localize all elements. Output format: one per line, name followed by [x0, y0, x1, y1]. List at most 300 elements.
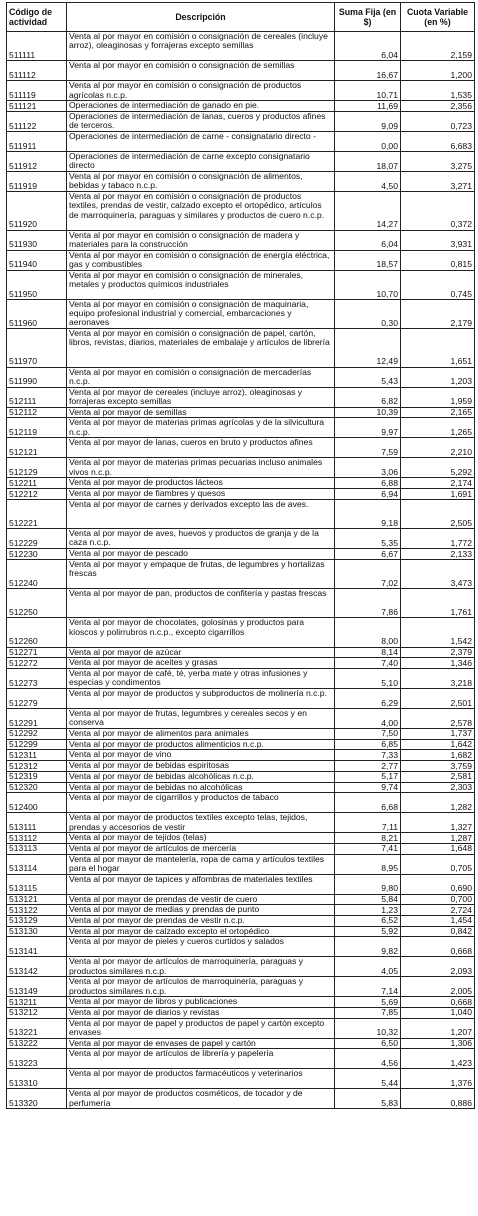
- variable-rate-cell: 1,306: [401, 1038, 475, 1049]
- description-cell: Venta al por mayor de productos lácteos: [67, 478, 335, 489]
- description-cell: Venta al por mayor de café, té, yerba mate y otras infusiones y especias y condimentos: [67, 669, 335, 689]
- activity-code-cell: 511919: [7, 171, 67, 191]
- activity-code-cell: 513121: [7, 894, 67, 905]
- description-cell: Venta al por mayor de bebidas no alcohólicas: [67, 782, 335, 793]
- fixed-sum-cell: 4,56: [335, 1049, 401, 1069]
- table-row: [7, 438, 475, 458]
- description-cell: Venta al por mayor de artículos de mercería: [67, 843, 335, 854]
- header-variable-rate: Cuota Variable (en %): [401, 3, 475, 32]
- description-cell: Venta al por mayor de prendas de vestir de cuero: [67, 894, 335, 905]
- table-row: [7, 813, 475, 833]
- variable-rate-cell: 2,379: [401, 647, 475, 658]
- fixed-sum-cell: 7,40: [335, 658, 401, 669]
- activity-code-cell: 512272: [7, 658, 67, 669]
- fixed-sum-cell: 7,85: [335, 1008, 401, 1019]
- description-cell: Venta al por mayor de aceites y grasas: [67, 658, 335, 669]
- variable-rate-cell: 3,473: [401, 559, 475, 588]
- activity-code-cell: 512271: [7, 647, 67, 658]
- fixed-sum-cell: 5,83: [335, 1089, 401, 1109]
- header-description: Descripción: [67, 3, 335, 32]
- table-row: [7, 793, 475, 813]
- activity-code-cell: 513112: [7, 833, 67, 844]
- table-row: [7, 1049, 475, 1069]
- activity-code-cell: 511912: [7, 151, 67, 171]
- description-cell: Venta al por mayor de productos cosméticos, de tocador y de perfumería: [67, 1089, 335, 1109]
- table-row: [7, 171, 475, 191]
- table-row: [7, 589, 475, 618]
- variable-rate-cell: 1,200: [401, 61, 475, 81]
- description-cell: Venta al por mayor de lanas, cueros en bruto y productos afines: [67, 438, 335, 458]
- table-row: [7, 559, 475, 588]
- variable-rate-cell: 2,133: [401, 549, 475, 560]
- variable-rate-cell: 1,265: [401, 418, 475, 438]
- table-row: [7, 499, 475, 528]
- table-row: [7, 689, 475, 709]
- fixed-sum-cell: 10,39: [335, 407, 401, 418]
- table-row: [7, 250, 475, 270]
- activity-code-cell: 512221: [7, 499, 67, 528]
- fixed-sum-cell: 9,18: [335, 499, 401, 528]
- description-cell: Venta al por mayor de artículos de marroquinería, paraguas y productos similares n.c.p.: [67, 957, 335, 977]
- activity-code-cell: 513114: [7, 854, 67, 874]
- description-cell: Venta al por mayor de medias y prendas de punto: [67, 905, 335, 916]
- activity-code-cell: 511970: [7, 329, 67, 368]
- description-cell: Venta al por mayor de mantelería, ropa de cama y artículos textiles para el hogar: [67, 854, 335, 874]
- description-cell: Venta al por mayor en comisión o consignación de alimentos, bebidas y tabaco n.c.p.: [67, 171, 335, 191]
- description-cell: Venta al por mayor de carnes y derivados excepto las de aves.: [67, 499, 335, 528]
- description-cell: Venta al por mayor de azúcar: [67, 647, 335, 658]
- table-row: [7, 299, 475, 328]
- table-row: [7, 32, 475, 61]
- table-body: [7, 32, 475, 1109]
- fixed-sum-cell: 6,68: [335, 793, 401, 813]
- fixed-sum-cell: 2,77: [335, 761, 401, 772]
- fixed-sum-cell: 0,00: [335, 131, 401, 151]
- fixed-sum-cell: 14,27: [335, 191, 401, 230]
- description-cell: Venta al por mayor en comisión o consignación de papel, cartón, libros, revistas, diarios, materiales de embalaje y artículos de librería: [67, 329, 335, 368]
- table-row: [7, 418, 475, 438]
- activity-code-cell: 511112: [7, 61, 67, 81]
- description-cell: Venta al por mayor de fiambres y quesos: [67, 489, 335, 500]
- description-cell: Venta al por mayor en comisión o consignación de semillas: [67, 61, 335, 81]
- activity-code-cell: 512119: [7, 418, 67, 438]
- activity-code-cell: 512211: [7, 478, 67, 489]
- activity-code-cell: 512230: [7, 549, 67, 560]
- activity-code-cell: 513211: [7, 997, 67, 1008]
- table-row: [7, 1008, 475, 1019]
- fixed-sum-cell: 7,02: [335, 559, 401, 588]
- fixed-sum-cell: 18,57: [335, 250, 401, 270]
- table-row: [7, 905, 475, 916]
- variable-rate-cell: 2,501: [401, 689, 475, 709]
- activity-code-cell: 511990: [7, 367, 67, 387]
- variable-rate-cell: 0,372: [401, 191, 475, 230]
- variable-rate-cell: 1,327: [401, 813, 475, 833]
- table-row: [7, 647, 475, 658]
- description-cell: Venta al por mayor de pan, productos de confitería y pastas frescas: [67, 589, 335, 618]
- fixed-sum-cell: 4,05: [335, 957, 401, 977]
- fixed-sum-cell: 5,35: [335, 529, 401, 549]
- table-row: [7, 407, 475, 418]
- activity-code-cell: 512129: [7, 458, 67, 478]
- description-cell: Venta al por mayor de artículos de marroquinería, paraguas y productos similares n.c.p.: [67, 977, 335, 997]
- table-row: [7, 458, 475, 478]
- table-row: [7, 874, 475, 894]
- table-row: [7, 489, 475, 500]
- description-cell: Venta al por mayor de prendas de vestir n.c.p.: [67, 915, 335, 926]
- variable-rate-cell: 1,287: [401, 833, 475, 844]
- fixed-sum-cell: 7,11: [335, 813, 401, 833]
- activity-code-cell: 511950: [7, 270, 67, 299]
- variable-rate-cell: 1,207: [401, 1018, 475, 1038]
- fixed-sum-cell: 6,04: [335, 32, 401, 61]
- fixed-sum-cell: 9,09: [335, 111, 401, 131]
- description-cell: Venta al por mayor en comisión o consignación de mercaderías n.c.p.: [67, 367, 335, 387]
- variable-rate-cell: 3,275: [401, 151, 475, 171]
- fixed-sum-cell: 8,95: [335, 854, 401, 874]
- activity-tax-table: [6, 2, 475, 1109]
- activity-code-cell: 513310: [7, 1069, 67, 1089]
- fixed-sum-cell: 12,49: [335, 329, 401, 368]
- table-row: [7, 729, 475, 740]
- table-row: [7, 1089, 475, 1109]
- variable-rate-cell: 1,346: [401, 658, 475, 669]
- fixed-sum-cell: 9,74: [335, 782, 401, 793]
- activity-code-cell: 512279: [7, 689, 67, 709]
- description-cell: Venta al por mayor de vino: [67, 750, 335, 761]
- description-cell: Venta al por mayor de materias primas pecuarias incluso animales vivos n.c.p.: [67, 458, 335, 478]
- activity-code-cell: 513113: [7, 843, 67, 854]
- activity-tax-table-sheet: [6, 2, 474, 1109]
- description-cell: Operaciones de intermediación de lanas, cueros y productos afines de terceros.: [67, 111, 335, 131]
- description-cell: Venta al por mayor en comisión o consignación de productos agrícolas n.c.p.: [67, 81, 335, 101]
- description-cell: Venta al por mayor de calzado excepto el ortopédico: [67, 926, 335, 937]
- variable-rate-cell: 1,682: [401, 750, 475, 761]
- variable-rate-cell: 0,668: [401, 997, 475, 1008]
- variable-rate-cell: 2,179: [401, 299, 475, 328]
- activity-code-cell: 513222: [7, 1038, 67, 1049]
- table-row: [7, 926, 475, 937]
- fixed-sum-cell: 9,82: [335, 937, 401, 957]
- table-row: [7, 270, 475, 299]
- variable-rate-cell: 6,683: [401, 131, 475, 151]
- variable-rate-cell: 2,581: [401, 771, 475, 782]
- variable-rate-cell: 0,842: [401, 926, 475, 937]
- fixed-sum-cell: 5,92: [335, 926, 401, 937]
- fixed-sum-cell: 1,23: [335, 905, 401, 916]
- fixed-sum-cell: 10,71: [335, 81, 401, 101]
- fixed-sum-cell: 5,69: [335, 997, 401, 1008]
- description-cell: Venta al por mayor de artículos de librería y papelería: [67, 1049, 335, 1069]
- description-cell: Venta al por mayor en comisión o consignación de minerales, metales y productos químicos industriales: [67, 270, 335, 299]
- table-row: [7, 387, 475, 407]
- activity-code-cell: 512299: [7, 739, 67, 750]
- description-cell: Venta al por mayor de cigarrillos y productos de tabaco: [67, 793, 335, 813]
- fixed-sum-cell: 6,94: [335, 489, 401, 500]
- table-row: [7, 843, 475, 854]
- description-cell: Venta al por mayor de productos y subproductos de molinería n.c.p.: [67, 689, 335, 709]
- variable-rate-cell: 1,040: [401, 1008, 475, 1019]
- header-activity-code: Código de actividad: [7, 3, 67, 32]
- fixed-sum-cell: 6,52: [335, 915, 401, 926]
- variable-rate-cell: 1,761: [401, 589, 475, 618]
- activity-code-cell: 513122: [7, 905, 67, 916]
- description-cell: Venta al por mayor de productos alimenticios n.c.p.: [67, 739, 335, 750]
- variable-rate-cell: 3,759: [401, 761, 475, 772]
- table-row: [7, 709, 475, 729]
- variable-rate-cell: 2,578: [401, 709, 475, 729]
- activity-code-cell: 513141: [7, 937, 67, 957]
- activity-code-cell: 513212: [7, 1008, 67, 1019]
- variable-rate-cell: 0,668: [401, 937, 475, 957]
- activity-code-cell: 511920: [7, 191, 67, 230]
- activity-code-cell: 511111: [7, 32, 67, 61]
- table-row: [7, 131, 475, 151]
- activity-code-cell: 511119: [7, 81, 67, 101]
- description-cell: Venta al por mayor de libros y publicaciones: [67, 997, 335, 1008]
- fixed-sum-cell: 6,88: [335, 478, 401, 489]
- activity-code-cell: 513111: [7, 813, 67, 833]
- table-row: [7, 230, 475, 250]
- variable-rate-cell: 2,174: [401, 478, 475, 489]
- table-row: [7, 937, 475, 957]
- table-row: [7, 191, 475, 230]
- description-cell: Venta al por mayor de frutas, legumbres y cereales secos y en conserva: [67, 709, 335, 729]
- activity-code-cell: 512111: [7, 387, 67, 407]
- fixed-sum-cell: 6,85: [335, 739, 401, 750]
- fixed-sum-cell: 8,00: [335, 618, 401, 647]
- activity-code-cell: 513221: [7, 1018, 67, 1038]
- fixed-sum-cell: 5,84: [335, 894, 401, 905]
- variable-rate-cell: 0,815: [401, 250, 475, 270]
- table-row: [7, 771, 475, 782]
- table-row: [7, 833, 475, 844]
- description-cell: Venta al por mayor en comisión o consignación de madera y materiales para la construcción: [67, 230, 335, 250]
- description-cell: Venta al por mayor de envases de papel y cartón: [67, 1038, 335, 1049]
- activity-code-cell: 513320: [7, 1089, 67, 1109]
- description-cell: Venta al por mayor de cereales (incluye arroz), oleaginosas y forrajeras excepto semillas: [67, 387, 335, 407]
- table-header-row: [7, 3, 475, 32]
- activity-code-cell: 513223: [7, 1049, 67, 1069]
- table-row: [7, 478, 475, 489]
- activity-code-cell: 513149: [7, 977, 67, 997]
- description-cell: Venta al por mayor de bebidas alcohólicas n.c.p.: [67, 771, 335, 782]
- description-cell: Venta al por mayor en comisión o consignación de energía eléctrica, gas y combustibles: [67, 250, 335, 270]
- variable-rate-cell: 0,690: [401, 874, 475, 894]
- activity-code-cell: 511940: [7, 250, 67, 270]
- description-cell: Venta al por mayor de diarios y revistas: [67, 1008, 335, 1019]
- fixed-sum-cell: 4,00: [335, 709, 401, 729]
- variable-rate-cell: 0,700: [401, 894, 475, 905]
- table-row: [7, 81, 475, 101]
- description-cell: Venta al por mayor de productos farmacéuticos y veterinarios: [67, 1069, 335, 1089]
- fixed-sum-cell: 6,29: [335, 689, 401, 709]
- description-cell: Venta al por mayor de pescado: [67, 549, 335, 560]
- fixed-sum-cell: 3,06: [335, 458, 401, 478]
- variable-rate-cell: 1,542: [401, 618, 475, 647]
- activity-code-cell: 512121: [7, 438, 67, 458]
- activity-code-cell: 512240: [7, 559, 67, 588]
- variable-rate-cell: 2,005: [401, 977, 475, 997]
- fixed-sum-cell: 8,21: [335, 833, 401, 844]
- description-cell: Operaciones de intermediación de carne excepto consignatario directo: [67, 151, 335, 171]
- activity-code-cell: 513142: [7, 957, 67, 977]
- fixed-sum-cell: 18,07: [335, 151, 401, 171]
- fixed-sum-cell: 6,04: [335, 230, 401, 250]
- variable-rate-cell: 0,886: [401, 1089, 475, 1109]
- activity-code-cell: 511930: [7, 230, 67, 250]
- description-cell: Venta al por mayor de pieles y cueros curtidos y salados: [67, 937, 335, 957]
- description-cell: Venta al por mayor de aves, huevos y productos de granja y de la caza n.c.p.: [67, 529, 335, 549]
- fixed-sum-cell: 11,69: [335, 101, 401, 112]
- variable-rate-cell: 1,959: [401, 387, 475, 407]
- variable-rate-cell: 1,737: [401, 729, 475, 740]
- table-row: [7, 111, 475, 131]
- activity-code-cell: 512311: [7, 750, 67, 761]
- table-row: [7, 854, 475, 874]
- activity-code-cell: 513130: [7, 926, 67, 937]
- fixed-sum-cell: 8,14: [335, 647, 401, 658]
- activity-code-cell: 513115: [7, 874, 67, 894]
- activity-code-cell: 512273: [7, 669, 67, 689]
- variable-rate-cell: 1,282: [401, 793, 475, 813]
- fixed-sum-cell: 6,67: [335, 549, 401, 560]
- variable-rate-cell: 1,376: [401, 1069, 475, 1089]
- variable-rate-cell: 3,218: [401, 669, 475, 689]
- fixed-sum-cell: 5,17: [335, 771, 401, 782]
- table-row: [7, 957, 475, 977]
- table-row: [7, 658, 475, 669]
- fixed-sum-cell: 10,70: [335, 270, 401, 299]
- variable-rate-cell: 3,931: [401, 230, 475, 250]
- fixed-sum-cell: 7,14: [335, 977, 401, 997]
- activity-code-cell: 511911: [7, 131, 67, 151]
- description-cell: Venta al por mayor de productos textiles excepto telas, tejidos, prendas y accesorios de vestir: [67, 813, 335, 833]
- table-row: [7, 367, 475, 387]
- fixed-sum-cell: 5,43: [335, 367, 401, 387]
- variable-rate-cell: 2,093: [401, 957, 475, 977]
- variable-rate-cell: 0,745: [401, 270, 475, 299]
- description-cell: Venta al por mayor de papel y productos de papel y cartón excepto envases: [67, 1018, 335, 1038]
- variable-rate-cell: 1,203: [401, 367, 475, 387]
- variable-rate-cell: 2,165: [401, 407, 475, 418]
- table-row: [7, 750, 475, 761]
- table-row: [7, 739, 475, 750]
- fixed-sum-cell: 5,10: [335, 669, 401, 689]
- variable-rate-cell: 1,651: [401, 329, 475, 368]
- table-row: [7, 1069, 475, 1089]
- fixed-sum-cell: 0,30: [335, 299, 401, 328]
- description-cell: Venta al por mayor de semillas: [67, 407, 335, 418]
- description-cell: Venta al por mayor en comisión o consignación de productos textiles, prendas de vestir, calzado excepto el ortopédico, artículos de marroquinería, paraguas y similares y productos de cuero n.c.p.: [67, 191, 335, 230]
- header-fixed-sum: Suma Fija (en $): [335, 3, 401, 32]
- description-cell: Operaciones de intermediación de carne - consignatario directo -: [67, 131, 335, 151]
- table-row: [7, 977, 475, 997]
- activity-code-cell: 512400: [7, 793, 67, 813]
- fixed-sum-cell: 5,44: [335, 1069, 401, 1089]
- table-row: [7, 761, 475, 772]
- fixed-sum-cell: 9,97: [335, 418, 401, 438]
- variable-rate-cell: 1,423: [401, 1049, 475, 1069]
- description-cell: Venta al por mayor de materias primas agrícolas y de la silvicultura n.c.p.: [67, 418, 335, 438]
- description-cell: Operaciones de intermediación de ganado en pie.: [67, 101, 335, 112]
- activity-code-cell: 511122: [7, 111, 67, 131]
- description-cell: Venta al por mayor de bebidas espiritosas: [67, 761, 335, 772]
- variable-rate-cell: 2,505: [401, 499, 475, 528]
- fixed-sum-cell: 6,82: [335, 387, 401, 407]
- table-row: [7, 61, 475, 81]
- activity-code-cell: 512291: [7, 709, 67, 729]
- fixed-sum-cell: 7,41: [335, 843, 401, 854]
- variable-rate-cell: 2,724: [401, 905, 475, 916]
- activity-code-cell: 512250: [7, 589, 67, 618]
- fixed-sum-cell: 7,59: [335, 438, 401, 458]
- activity-code-cell: 513129: [7, 915, 67, 926]
- description-cell: Venta al por mayor de tapices y alfombras de materiales textiles: [67, 874, 335, 894]
- activity-code-cell: 511121: [7, 101, 67, 112]
- fixed-sum-cell: 10,32: [335, 1018, 401, 1038]
- description-cell: Venta al por mayor de alimentos para animales: [67, 729, 335, 740]
- table-row: [7, 529, 475, 549]
- activity-code-cell: 512292: [7, 729, 67, 740]
- activity-code-cell: 512112: [7, 407, 67, 418]
- activity-code-cell: 512212: [7, 489, 67, 500]
- variable-rate-cell: 2,356: [401, 101, 475, 112]
- table-row: [7, 101, 475, 112]
- table-row: [7, 329, 475, 368]
- variable-rate-cell: 1,648: [401, 843, 475, 854]
- table-row: [7, 997, 475, 1008]
- activity-code-cell: 512320: [7, 782, 67, 793]
- description-cell: Venta al por mayor y empaque de frutas, de legumbres y hortalizas frescas: [67, 559, 335, 588]
- activity-code-cell: 512229: [7, 529, 67, 549]
- table-row: [7, 151, 475, 171]
- variable-rate-cell: 3,271: [401, 171, 475, 191]
- fixed-sum-cell: 7,33: [335, 750, 401, 761]
- activity-code-cell: 511960: [7, 299, 67, 328]
- variable-rate-cell: 1,691: [401, 489, 475, 500]
- variable-rate-cell: 2,159: [401, 32, 475, 61]
- fixed-sum-cell: 16,67: [335, 61, 401, 81]
- table-row: [7, 618, 475, 647]
- variable-rate-cell: 1,535: [401, 81, 475, 101]
- description-cell: Venta al por mayor en comisión o consignación de cereales (incluye arroz), oleaginosas y forrajeras excepto semillas: [67, 32, 335, 61]
- activity-code-cell: 512260: [7, 618, 67, 647]
- fixed-sum-cell: 7,50: [335, 729, 401, 740]
- table-row: [7, 894, 475, 905]
- variable-rate-cell: 1,642: [401, 739, 475, 750]
- fixed-sum-cell: 7,86: [335, 589, 401, 618]
- variable-rate-cell: 2,303: [401, 782, 475, 793]
- fixed-sum-cell: 4,50: [335, 171, 401, 191]
- variable-rate-cell: 5,292: [401, 458, 475, 478]
- fixed-sum-cell: 9,80: [335, 874, 401, 894]
- variable-rate-cell: 0,723: [401, 111, 475, 131]
- description-cell: Venta al por mayor de tejidos (telas): [67, 833, 335, 844]
- variable-rate-cell: 2,210: [401, 438, 475, 458]
- table-row: [7, 669, 475, 689]
- variable-rate-cell: 1,454: [401, 915, 475, 926]
- variable-rate-cell: 1,772: [401, 529, 475, 549]
- variable-rate-cell: 0,705: [401, 854, 475, 874]
- description-cell: Venta al por mayor de chocolates, golosinas y productos para kioscos y polirrubros n.c.p., excepto cigarrillos: [67, 618, 335, 647]
- table-row: [7, 915, 475, 926]
- table-row: [7, 549, 475, 560]
- description-cell: Venta al por mayor en comisión o consignación de maquinaria, equipo profesional industrial y comercial, embarcaciones y aeronaves: [67, 299, 335, 328]
- activity-code-cell: 512319: [7, 771, 67, 782]
- fixed-sum-cell: 6,50: [335, 1038, 401, 1049]
- table-row: [7, 1018, 475, 1038]
